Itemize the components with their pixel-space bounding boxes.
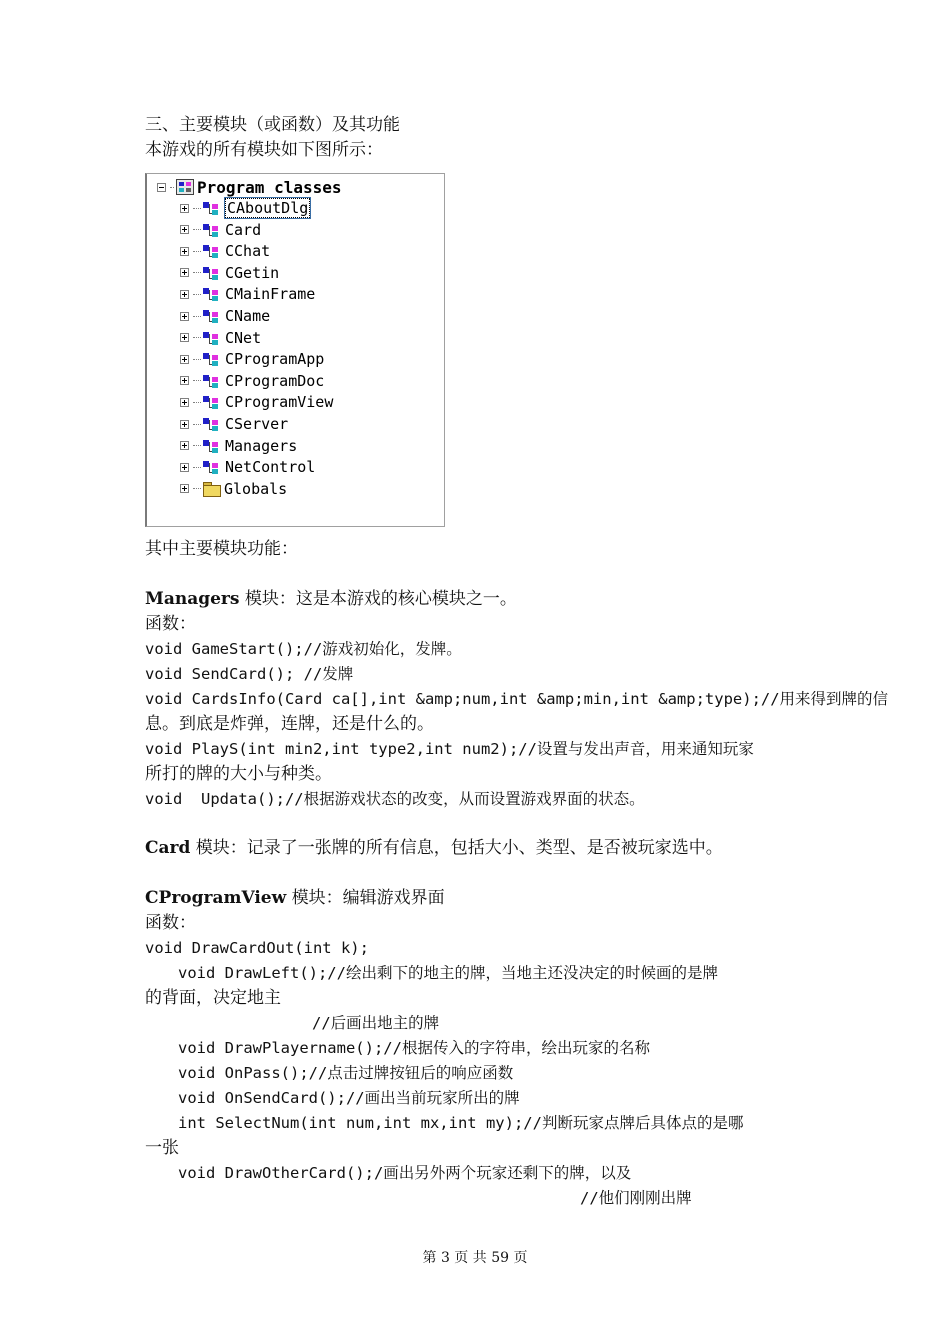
tree-item-cprogramapp[interactable] xyxy=(180,349,324,369)
view-line-9: 一张 xyxy=(145,1138,179,1158)
tree-item-netcontrol[interactable] xyxy=(180,457,315,477)
expand-icon[interactable] xyxy=(180,225,189,234)
expand-icon[interactable] xyxy=(180,355,189,364)
managers-line-5: void PlayS(int min2,int type2,int num2);//设置与发出声音，用来通知玩家 xyxy=(145,740,754,758)
view-line-3: 的背面，决定地主 xyxy=(145,988,281,1008)
tree-item-label: CAboutDlg xyxy=(227,199,309,217)
managers-line-6: 所打的牌的大小与种类。 xyxy=(145,764,332,784)
class-icon xyxy=(203,394,223,410)
tree-item-label: CProgramView xyxy=(225,393,334,412)
tree-root[interactable] xyxy=(157,177,342,197)
card-heading xyxy=(145,836,723,861)
managers-func-label: 函数： xyxy=(145,614,196,634)
class-icon xyxy=(203,286,223,302)
tree-item-caboutdlg[interactable] xyxy=(180,198,310,218)
tree-item-card[interactable] xyxy=(180,220,261,240)
tree-item-label: NetControl xyxy=(225,458,316,477)
expand-icon[interactable] xyxy=(180,268,189,277)
tree-item-label: Managers xyxy=(225,436,298,455)
class-icon xyxy=(203,373,223,389)
class-icon xyxy=(203,416,223,432)
tree-item-globals[interactable] xyxy=(180,479,287,499)
class-icon xyxy=(203,308,223,324)
folder-icon xyxy=(203,482,221,496)
view-line-5: void DrawPlayername();//根据传入的字符串，绘出玩家的名称 xyxy=(178,1039,650,1057)
managers-line-2: void SendCard(); //发牌 xyxy=(145,665,354,683)
tree-item-label: CChat xyxy=(225,242,271,261)
class-icon xyxy=(203,200,223,216)
intro-text: 本游戏的所有模块如下图所示： xyxy=(145,140,383,160)
tree-item-label: CGetin xyxy=(225,263,280,282)
managers-line-1: void GameStart();//游戏初始化，发牌。 xyxy=(145,640,462,658)
managers-line-7: void Updata();//根据游戏状态的改变，从而设置游戏界面的状态。 xyxy=(145,790,645,808)
card-name: Card xyxy=(145,838,191,858)
expand-icon[interactable] xyxy=(180,333,189,342)
tree-item-label: CMainFrame xyxy=(225,285,316,304)
tree-item-label: CProgramApp xyxy=(225,350,325,369)
tree-root-label: Program classes xyxy=(197,177,342,197)
view-desc: 模块：编辑游戏界面 xyxy=(286,888,445,908)
tree-item-label: CServer xyxy=(225,415,289,433)
page-footer: 第 3 页 共 59 页 xyxy=(422,1250,528,1266)
expand-icon[interactable] xyxy=(180,312,189,321)
tree-item-label: CNet xyxy=(225,328,262,347)
tree-item-cgetin[interactable] xyxy=(180,263,279,283)
tree-item-managers[interactable] xyxy=(180,436,297,456)
card-desc: 模块：记录了一张牌的所有信息，包括大小、类型、是否被玩家选中。 xyxy=(190,838,723,858)
managers-name: Managers xyxy=(145,589,240,609)
expand-icon[interactable] xyxy=(180,463,189,472)
tree-item-cprogramdoc[interactable] xyxy=(180,371,324,391)
expand-icon[interactable] xyxy=(180,420,189,429)
expand-icon[interactable] xyxy=(180,376,189,385)
tree-item-label: CProgramDoc xyxy=(225,371,325,390)
expand-icon[interactable] xyxy=(180,441,189,450)
tree-item-cnet[interactable] xyxy=(180,328,261,348)
managers-line-4: 息。到底是炸弹，连牌，还是什么的。 xyxy=(145,714,434,734)
class-icon xyxy=(203,438,223,454)
view-line-4: //后画出地主的牌 xyxy=(312,1014,440,1032)
class-icon xyxy=(203,222,223,238)
class-tree-panel[interactable] xyxy=(145,173,445,527)
tree-item-cname[interactable] xyxy=(180,306,270,326)
tree-item-cmainframe[interactable] xyxy=(180,284,315,304)
class-icon xyxy=(203,459,223,475)
view-heading xyxy=(145,886,445,911)
program-classes-icon xyxy=(176,179,194,195)
tree-item-cserver[interactable] xyxy=(180,414,288,434)
collapse-icon[interactable] xyxy=(157,183,166,192)
view-name: CProgramView xyxy=(145,888,287,908)
tree-item-cchat[interactable] xyxy=(180,241,270,261)
tree-item-label: CName xyxy=(225,307,271,325)
view-line-2: void DrawLeft();//绘出剩下的地主的牌，当地主还没决定的时候画的是牌 xyxy=(178,964,718,982)
class-icon xyxy=(203,351,223,367)
expand-icon[interactable] xyxy=(180,484,189,493)
view-line-7: void OnSendCard();//画出当前玩家所出的牌 xyxy=(178,1089,520,1107)
expand-icon[interactable] xyxy=(180,290,189,299)
view-line-6: void OnPass();//点击过牌按钮后的响应函数 xyxy=(178,1064,514,1082)
view-func-label: 函数： xyxy=(145,913,196,933)
managers-line-3: void CardsInfo(Card ca[],int &amp;num,int &amp;min,int &amp;type);//用来得到牌的信 xyxy=(145,690,889,708)
class-icon xyxy=(203,243,223,259)
view-line-1: void DrawCardOut(int k); xyxy=(145,939,369,957)
expand-icon[interactable] xyxy=(180,204,189,213)
view-line-11: //他们刚刚出牌 xyxy=(580,1189,692,1207)
tree-item-label: Globals xyxy=(224,479,288,498)
view-line-8: int SelectNum(int num,int mx,int my);//判断玩家点牌后具体点的是哪 xyxy=(178,1114,744,1132)
class-icon xyxy=(203,265,223,281)
view-line-10: void DrawOtherCard();/画出另外两个玩家还剩下的牌，以及 xyxy=(178,1164,632,1182)
tree-item-label: Card xyxy=(225,220,262,239)
tree-item-cprogramview[interactable] xyxy=(180,392,333,412)
expand-icon[interactable] xyxy=(180,398,189,407)
main-modules-title: 其中主要模块功能： xyxy=(145,539,298,559)
managers-desc: 模块：这是本游戏的核心模块之一。 xyxy=(239,589,517,609)
managers-heading xyxy=(145,587,517,612)
section-heading: 三、主要模块（或函数）及其功能 xyxy=(145,115,400,135)
expand-icon[interactable] xyxy=(180,247,189,256)
class-icon xyxy=(203,330,223,346)
